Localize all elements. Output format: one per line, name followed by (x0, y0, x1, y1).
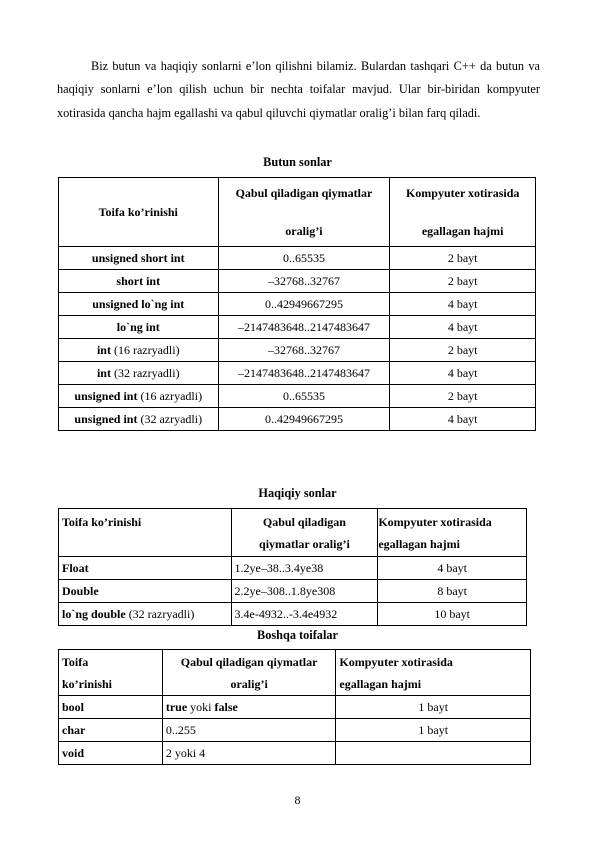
table-header-row (59, 509, 527, 557)
range-cell: –2147483648..2147483647 (218, 362, 390, 385)
size-cell: 2 bayt (390, 339, 536, 362)
table-row (59, 247, 536, 270)
intro-paragraph: Biz butun va haqiqiy sonlarni e’lon qilishni bilamiz. Bulardan tashqari C++ da butun va haqiqiy sonlarni e’lon qilish uchun bir nechta toifalar mavjud. Ular bir-biridan kompyuter xotirasida qancha hajm egallashi va qabul qiluvchi qiymatlar oralig’i bilan farq qiladi. (57, 59, 540, 120)
size-cell: 2 bayt (390, 247, 536, 270)
header-type (59, 650, 163, 696)
type-cell: unsigned lo`ng int (59, 293, 219, 316)
range-cell: 1.2ye–38..3.4ye38 (231, 557, 378, 580)
table-row (59, 603, 527, 626)
table-row (59, 408, 536, 431)
type-cell: int (16 razryadli) (59, 339, 219, 362)
header-size (378, 509, 527, 557)
range-cell: 0..42949667295 (218, 408, 390, 431)
other-table-caption: Boshqa toifalar (257, 628, 338, 642)
table-row (59, 339, 536, 362)
header-range-line2: oralig’i (230, 676, 268, 691)
size-cell: 4 bayt (390, 362, 536, 385)
type-cell: lo`ng double (32 razryadli) (59, 603, 232, 626)
range-cell: –2147483648..2147483647 (218, 316, 390, 339)
header-range-line1: Qabul qiladigan qiymatlar (235, 186, 373, 200)
header-size-line1: Kompyuter xotirasida (378, 514, 492, 529)
table-row (59, 270, 536, 293)
type-cell: short int (59, 270, 219, 293)
table-row (59, 316, 536, 339)
range-cell: 0..65535 (218, 247, 390, 270)
header-size-line2: egallagan hajmi (378, 536, 460, 551)
header-range (162, 650, 336, 696)
header-size-line1: Kompyuter xotirasida (405, 186, 520, 200)
type-cell: void (59, 742, 163, 765)
range-cell: 0..65535 (218, 385, 390, 408)
header-range (218, 178, 390, 247)
integer-types-table (58, 177, 536, 431)
size-cell: 4 bayt (390, 293, 536, 316)
real-types-table (58, 508, 527, 626)
range-cell: true yoki false (162, 696, 336, 719)
table-row (59, 742, 531, 765)
integer-table-caption: Butun sonlar (263, 155, 332, 169)
size-cell: 2 bayt (390, 270, 536, 293)
type-cell: lo`ng int (59, 316, 219, 339)
table-header-row (59, 650, 531, 696)
type-cell: unsigned int (16 azryadli) (59, 385, 219, 408)
table-row (59, 719, 531, 742)
size-cell: 4 bayt (390, 316, 536, 339)
header-size (336, 650, 531, 696)
header-type: Toifa ko’rinishi (59, 178, 219, 247)
header-size-line2: egallagan hajmi (339, 676, 422, 691)
type-cell: int (32 razryadli) (59, 362, 219, 385)
table-row (59, 362, 536, 385)
size-cell: 8 bayt (378, 580, 527, 603)
range-cell: –32768..32767 (218, 339, 390, 362)
header-size-line2: egallagan hajmi (421, 224, 504, 238)
header-size-line1: Kompyuter xotirasida (339, 654, 453, 669)
range-cell: 3.4e-4932..-3.4e4932 (231, 603, 378, 626)
header-type-line2: ko’rinishi (62, 676, 113, 691)
header-type: Toifa ko’rinishi (59, 509, 232, 557)
size-cell: 4 bayt (390, 408, 536, 431)
range-cell: 2.2ye–308..1.8ye308 (231, 580, 378, 603)
header-range-line1: Qabul qiladigan (262, 514, 346, 529)
other-types-table (58, 649, 531, 765)
type-cell: unsigned short int (59, 247, 219, 270)
size-cell: 4 bayt (378, 557, 527, 580)
type-cell: unsigned int (32 azryadli) (59, 408, 219, 431)
size-cell: 1 bayt (336, 696, 531, 719)
header-range-line1: Qabul qiladigan qiymatlar (180, 654, 318, 669)
header-range-line2: qiymatlar oralig’i (259, 536, 350, 551)
table-row (59, 293, 536, 316)
range-cell: 0..42949667295 (218, 293, 390, 316)
table-row (59, 385, 536, 408)
type-cell: Float (59, 557, 232, 580)
range-cell: 2 yoki 4 (162, 742, 336, 765)
size-cell: 1 bayt (336, 719, 531, 742)
type-cell: bool (59, 696, 163, 719)
table-row (59, 696, 531, 719)
size-cell: 10 bayt (378, 603, 527, 626)
header-type-line1: Toifa (62, 654, 89, 669)
type-cell: char (59, 719, 163, 742)
size-cell (336, 742, 531, 765)
header-size (390, 178, 536, 247)
range-cell: –32768..32767 (218, 270, 390, 293)
table-header-row (59, 178, 536, 247)
header-range (231, 509, 378, 557)
table-row (59, 557, 527, 580)
page-number: 8 (294, 793, 301, 807)
size-cell: 2 bayt (390, 385, 536, 408)
range-cell: 0..255 (162, 719, 336, 742)
table-row (59, 580, 527, 603)
real-table-caption: Haqiqiy sonlar (258, 486, 337, 500)
type-cell: Double (59, 580, 232, 603)
header-range-line2: oralig’i (285, 224, 323, 238)
